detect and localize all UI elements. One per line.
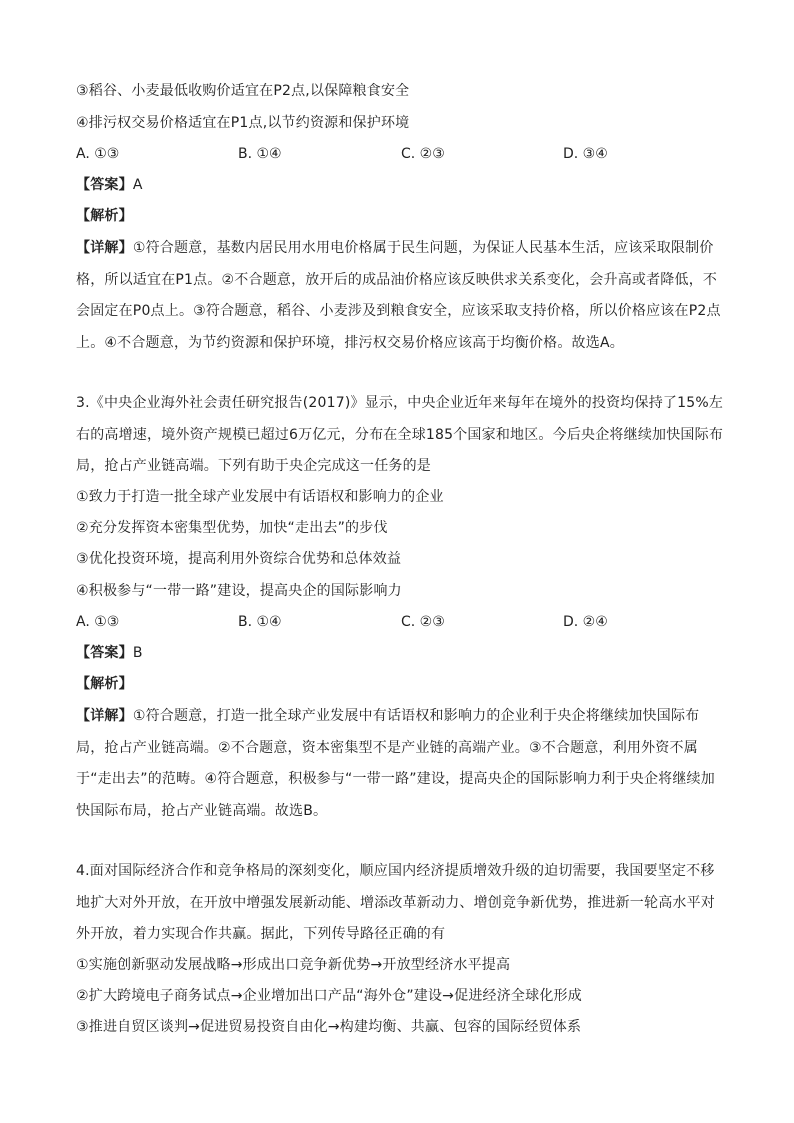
q3-option-b: B. ①④ (238, 614, 282, 630)
q2-detail (76, 233, 726, 359)
q2-answer-tag: 【答案】 (76, 177, 133, 193)
q2-answer-value: A (132, 177, 143, 193)
q2-option-d: D. ③④ (563, 146, 608, 162)
q3-statement-2: ②充分发挥资本密集型优势，加快“走出去”的步伐 (76, 520, 388, 536)
q2-answer (76, 175, 143, 195)
q4-stem: 4.面对国际经济合作和竞争格局的深刻变化，顺应国内经济提质增效升级的迫切需要，我国要坚定不移地扩大对外开放，在开放中增强发展新动能、增添改革新动力、增创竞争新优势，推进新一轮高水平对外开放，着力实现合作共赢。据此，下列传导路径正确的有 (76, 863, 715, 942)
q2-option-a: A. ①③ (76, 146, 120, 162)
q4-statement-3: ③推进自贸区谈判→促进贸易投资自由化→构建均衡、共赢、包容的国际经贸体系 (76, 1019, 582, 1035)
q3-analysis-tag: 【解析】 (76, 676, 133, 692)
q4-statement-1: ①实施创新驱动发展战略→形成出口竞争新优势→开放型经济水平提高 (76, 957, 511, 973)
q3-options (76, 612, 716, 632)
q3-option-c: C. ②③ (401, 614, 445, 630)
q3-analysis-heading (76, 674, 133, 694)
q2-option-b: B. ①④ (238, 146, 282, 162)
q2-analysis-tag: 【解析】 (76, 208, 133, 224)
q3-statement-4: ④积极参与“一带一路”建设，提高央企的国际影响力 (76, 583, 402, 599)
q3-answer (76, 643, 143, 663)
q3-answer-tag: 【答案】 (76, 645, 133, 661)
q3-statement-1: ①致力于打造一批全球产业发展中有话语权和影响力的企业 (76, 489, 444, 505)
q2-statement-4: ④排污权交易价格适宜在P1点,以节约资源和保护环境 (76, 115, 410, 131)
q3-detail-tag: 【详解】 (76, 708, 133, 724)
q3-option-a: A. ①③ (76, 614, 120, 630)
q3-detail (76, 701, 726, 827)
q4-statement-2: ②扩大跨境电子商务试点→企业增加出口产品“海外仓”建设→促进经济全球化形成 (76, 988, 582, 1004)
q2-analysis-heading (76, 206, 133, 226)
q3-detail-text: ①符合题意，打造一批全球产业发展中有话语权和影响力的企业利于央企将继续加快国际布局，抢占产业链高端。②不合题意，资本密集型不是产业链的高端产业。③不合题意，利用外资不属于“走出去”的范畴。④符合题意，积极参与“一带一路”建设，提高央企的国际影响力利于央企将继续加快国际布局，抢占产业链高端。故选B。 (76, 708, 715, 819)
q3-statement-3: ③优化投资环境，提高利用外资综合优势和总体效益 (76, 551, 402, 567)
q3-option-d: D. ②④ (563, 614, 608, 630)
q2-option-c: C. ②③ (401, 146, 445, 162)
q2-statement-3: ③稻谷、小麦最低收购价适宜在P2点,以保障粮食安全 (76, 83, 410, 99)
q2-detail-text: ①符合题意，基数内居民用水用电价格属于民生问题，为保证人民基本生活，应该采取限制价格，所以适宜在P1点。②不合题意，放开后的成品油价格应该反映供求关系变化，会升高或者降低，不会固定在P0点上。③符合题意，稻谷、小麦涉及到粮食安全，应该采取支持价格，所以价格应该在P2点上。④不合题意，为节约资源和保护环境，排污权交易价格应该高于均衡价格。故选A。 (76, 240, 721, 351)
q2-options (76, 144, 716, 164)
q3-answer-value: B (132, 645, 143, 661)
q2-detail-tag: 【详解】 (76, 240, 133, 256)
q3-stem: 3.《中央企业海外社会责任研究报告(2017)》显示，中央企业近年来每年在境外的投资均保持了15%左右的高增速，境外资产规模已超过6万亿元，分布在全球185个国家和地区。今后央企将继续加快国际布局，抢占产业链高端。下列有助于央企完成这一任务的是 (76, 395, 724, 474)
